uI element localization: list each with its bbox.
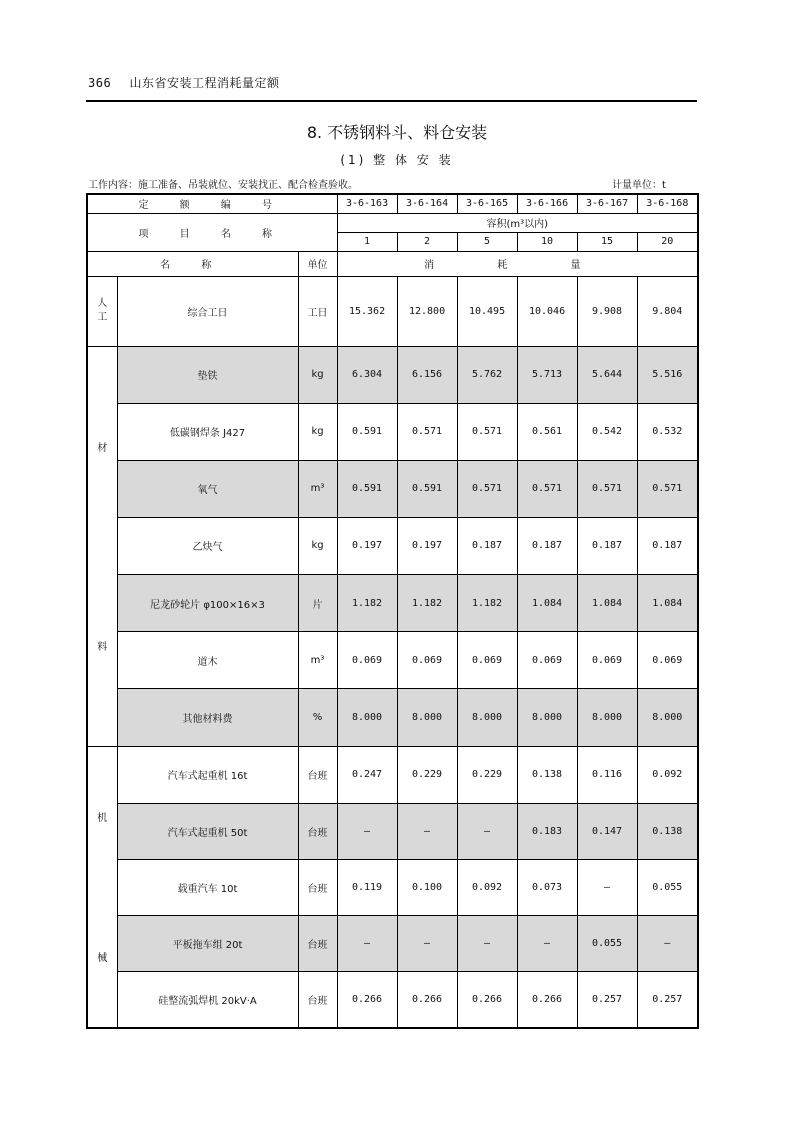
- row-value: 0.571: [577, 460, 637, 517]
- row-value: 0.591: [337, 403, 397, 460]
- row-value: 0.542: [577, 403, 637, 460]
- row-value: —: [637, 915, 698, 971]
- row-name: 乙炔气: [117, 517, 298, 574]
- row-value: 5.516: [637, 346, 698, 403]
- row-unit: 片: [298, 575, 337, 632]
- row-value: 5.644: [577, 346, 637, 403]
- quota-code: 3-6-168: [637, 194, 698, 213]
- row-unit: m³: [298, 460, 337, 517]
- row-value: 9.908: [577, 276, 637, 346]
- unit-column-label: 单位: [298, 251, 337, 276]
- category-material: 材 料: [87, 346, 117, 746]
- capacity-value: 1: [337, 232, 397, 251]
- row-value: 0.229: [397, 746, 457, 803]
- row-value: 0.197: [337, 517, 397, 574]
- row-name: 综合工日: [117, 276, 298, 346]
- consumption-label: 消 耗 量: [337, 251, 698, 276]
- capacity-value: 5: [457, 232, 517, 251]
- row-value: 8.000: [637, 689, 698, 746]
- row-value: 1.182: [337, 575, 397, 632]
- capacity-value: 2: [397, 232, 457, 251]
- row-value: —: [457, 803, 517, 859]
- row-value: —: [337, 803, 397, 859]
- row-value: —: [337, 915, 397, 971]
- name-column-label: 名 称: [87, 251, 298, 276]
- category-machine: 机 械: [87, 746, 117, 1028]
- capacity-param-label: 容积(m³以内): [337, 213, 698, 232]
- row-value: 0.092: [457, 859, 517, 915]
- row-value: 0.055: [577, 915, 637, 971]
- row-value: 0.532: [637, 403, 698, 460]
- row-value: 5.762: [457, 346, 517, 403]
- row-name: 尼龙砂轮片 φ100×16×3: [117, 575, 298, 632]
- row-value: 0.069: [577, 632, 637, 689]
- row-value: 10.046: [517, 276, 577, 346]
- row-value: 0.138: [517, 746, 577, 803]
- capacity-value: 10: [517, 232, 577, 251]
- row-value: 0.561: [517, 403, 577, 460]
- row-value: 0.266: [517, 971, 577, 1028]
- row-value: —: [397, 915, 457, 971]
- row-value: 0.073: [517, 859, 577, 915]
- row-unit: 台班: [298, 803, 337, 859]
- row-value: —: [457, 915, 517, 971]
- row-value: 0.257: [637, 971, 698, 1028]
- row-unit: 台班: [298, 859, 337, 915]
- row-value: 6.156: [397, 346, 457, 403]
- quota-code: 3-6-167: [577, 194, 637, 213]
- row-value: 8.000: [397, 689, 457, 746]
- row-value: 5.713: [517, 346, 577, 403]
- row-value: 0.229: [457, 746, 517, 803]
- measurement-unit: 计量单位：t: [612, 180, 666, 191]
- row-value: 0.571: [457, 460, 517, 517]
- row-value: 0.069: [517, 632, 577, 689]
- section-subtitle: (1) 整 体 安 装: [340, 153, 454, 167]
- row-unit: m³: [298, 632, 337, 689]
- row-value: 0.591: [397, 460, 457, 517]
- row-value: 0.183: [517, 803, 577, 859]
- work-content: 工作内容：施工准备、吊装就位、安装找正、配合检查验收。: [88, 180, 358, 191]
- row-value: 0.069: [397, 632, 457, 689]
- row-name: 汽车式起重机 16t: [117, 746, 298, 803]
- row-value: 1.182: [457, 575, 517, 632]
- book-title: 山东省安装工程消耗量定额: [129, 76, 280, 90]
- row-value: —: [577, 859, 637, 915]
- quota-code-label: 定 额 编 号: [87, 194, 337, 213]
- quota-code: 3-6-164: [397, 194, 457, 213]
- row-value: 0.266: [337, 971, 397, 1028]
- row-name: 道木: [117, 632, 298, 689]
- header-rule: [86, 100, 697, 102]
- row-unit: %: [298, 689, 337, 746]
- row-value: 0.247: [337, 746, 397, 803]
- row-value: —: [397, 803, 457, 859]
- row-value: 0.116: [577, 746, 637, 803]
- row-value: 0.571: [517, 460, 577, 517]
- row-value: 0.119: [337, 859, 397, 915]
- row-value: 0.266: [457, 971, 517, 1028]
- row-value: 1.084: [517, 575, 577, 632]
- row-value: 0.138: [637, 803, 698, 859]
- row-value: 8.000: [457, 689, 517, 746]
- row-value: 1.084: [577, 575, 637, 632]
- row-name: 汽车式起重机 50t: [117, 803, 298, 859]
- quota-code: 3-6-166: [517, 194, 577, 213]
- quota-code: 3-6-165: [457, 194, 517, 213]
- row-unit: 台班: [298, 915, 337, 971]
- row-value: 0.147: [577, 803, 637, 859]
- row-value: 0.266: [397, 971, 457, 1028]
- row-unit: 台班: [298, 971, 337, 1028]
- row-name: 平板拖车组 20t: [117, 915, 298, 971]
- row-value: 0.187: [637, 517, 698, 574]
- item-name-label: 项 目 名 称: [87, 213, 337, 251]
- row-value: 0.571: [637, 460, 698, 517]
- row-name: 硅整流弧焊机 20kV·A: [117, 971, 298, 1028]
- row-value: —: [517, 915, 577, 971]
- section-title: 8. 不锈钢料斗、料仓安装: [306, 123, 488, 142]
- row-value: 10.495: [457, 276, 517, 346]
- row-name: 载重汽车 10t: [117, 859, 298, 915]
- row-value: 0.100: [397, 859, 457, 915]
- row-value: 9.804: [637, 276, 698, 346]
- row-unit: kg: [298, 517, 337, 574]
- row-value: 1.182: [397, 575, 457, 632]
- page-header: [88, 74, 280, 91]
- row-unit: 工日: [298, 276, 337, 346]
- row-unit: 台班: [298, 746, 337, 803]
- row-value: 0.197: [397, 517, 457, 574]
- row-unit: kg: [298, 346, 337, 403]
- quota-table: [86, 193, 699, 1029]
- quota-code: 3-6-163: [337, 194, 397, 213]
- page-number: 366: [88, 76, 112, 90]
- row-value: 0.187: [577, 517, 637, 574]
- row-value: 0.069: [457, 632, 517, 689]
- row-name: 垫铁: [117, 346, 298, 403]
- row-value: 0.092: [637, 746, 698, 803]
- capacity-value: 20: [637, 232, 698, 251]
- row-value: 0.571: [397, 403, 457, 460]
- row-value: 0.257: [577, 971, 637, 1028]
- capacity-value: 15: [577, 232, 637, 251]
- row-value: 0.069: [337, 632, 397, 689]
- row-value: 6.304: [337, 346, 397, 403]
- row-value: 8.000: [517, 689, 577, 746]
- row-value: 12.800: [397, 276, 457, 346]
- row-value: 0.069: [637, 632, 698, 689]
- row-value: 0.055: [637, 859, 698, 915]
- row-value: 1.084: [637, 575, 698, 632]
- row-value: 15.362: [337, 276, 397, 346]
- row-value: 8.000: [337, 689, 397, 746]
- row-name: 低碳钢焊条 J427: [117, 403, 298, 460]
- category-labor: 人 工: [87, 276, 117, 346]
- row-value: 0.591: [337, 460, 397, 517]
- row-name: 氧气: [117, 460, 298, 517]
- row-value: 8.000: [577, 689, 637, 746]
- row-value: 0.187: [457, 517, 517, 574]
- row-value: 0.571: [457, 403, 517, 460]
- row-unit: kg: [298, 403, 337, 460]
- row-value: 0.187: [517, 517, 577, 574]
- row-name: 其他材料费: [117, 689, 298, 746]
